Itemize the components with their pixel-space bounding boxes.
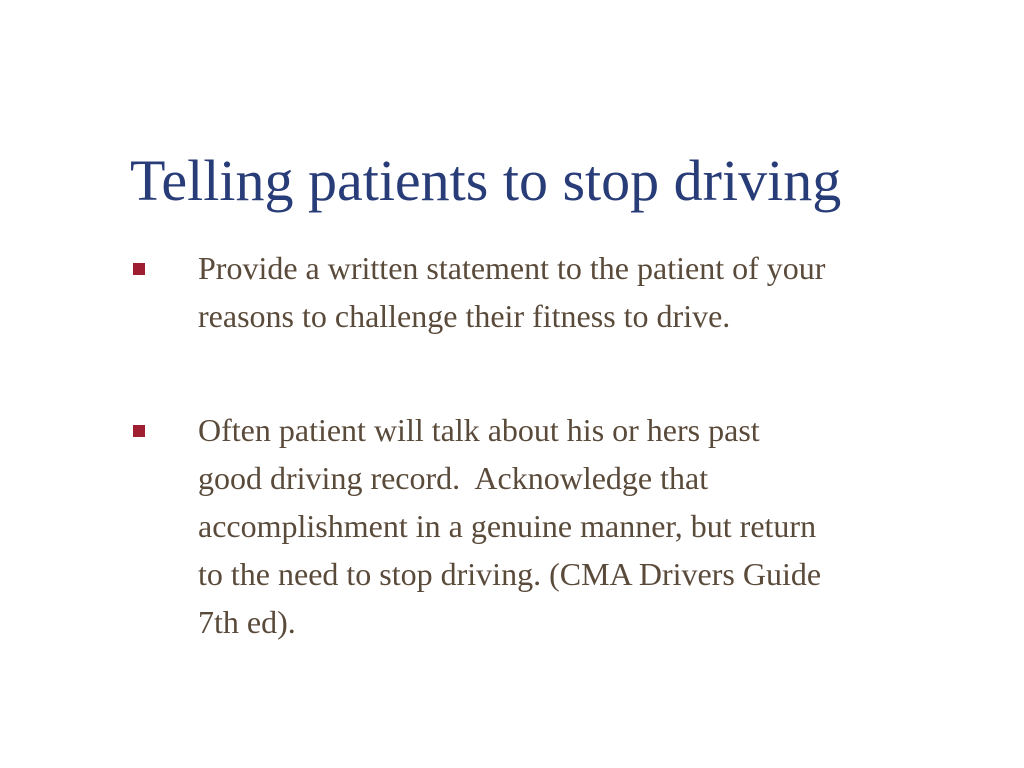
bullet-item-2 xyxy=(0,406,1024,646)
bullet-item-1 xyxy=(0,244,1024,340)
bullet-text-line: Provide a written statement to the patient of your xyxy=(198,250,826,286)
bullet-text-line: reasons to challenge their fitness to drive. xyxy=(198,298,731,334)
bullet-text-line: Often patient will talk about his or hers past xyxy=(198,412,760,448)
bullet-text-line: 7th ed). xyxy=(198,604,296,640)
bullet-text-line: good driving record. Acknowledge that xyxy=(198,460,709,496)
bullet-text-line: accomplishment in a genuine manner, but return xyxy=(198,508,817,544)
square-bullet-icon xyxy=(133,263,145,275)
bullet-list xyxy=(0,244,1024,646)
square-bullet-icon xyxy=(133,425,145,437)
slide-title: Telling patients to stop driving xyxy=(130,148,842,213)
bullet-text-line: to the need to stop driving. (CMA Drivers Guide xyxy=(198,556,822,592)
